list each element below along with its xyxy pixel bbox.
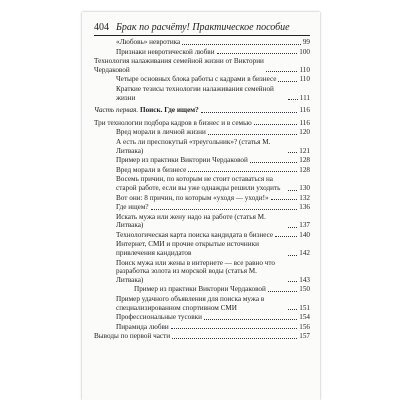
toc-dot-leader — [172, 338, 297, 339]
toc-entry-title: Интернет, СМИ и прочие открытые источники привлечения кандидатов — [116, 240, 259, 258]
toc-entry-title: Пример из практики Виктории Чердаковой — [134, 285, 266, 294]
toc-entry-title: Признаки невротической любви — [116, 47, 215, 56]
toc-dot-leader — [217, 53, 298, 54]
running-header — [94, 21, 310, 35]
toc-page-number: 137 — [299, 221, 310, 230]
toc-dot-leader — [151, 209, 298, 210]
toc-page-number: 151 — [299, 303, 310, 312]
toc-page-number: 111 — [299, 93, 310, 102]
toc-dot-leader — [288, 255, 297, 256]
header-rule — [94, 35, 310, 36]
toc-entry — [94, 295, 310, 312]
toc-entry-title: «Любовь» невротика — [116, 38, 181, 46]
toc-entry — [94, 175, 310, 192]
toc-entry-title: А есть ли преспокутый «треугольник»? (статья М. Литвака) — [116, 137, 271, 155]
toc-entry — [94, 38, 310, 47]
toc-entry — [94, 203, 310, 212]
toc-entry — [94, 128, 310, 137]
toc-page-number: 132 — [299, 193, 310, 202]
toc-dot-leader — [182, 44, 301, 45]
toc-page-number: 130 — [299, 183, 310, 192]
toc-entry-title: Пример из практики Виктории Чердаковой — [116, 156, 248, 165]
toc-page-number: 150 — [299, 285, 310, 294]
toc-entry — [94, 231, 310, 240]
toc-dot-leader — [271, 199, 298, 200]
toc-dot-leader — [288, 309, 297, 310]
toc-dot-leader — [288, 190, 297, 191]
toc-entry-title: Четыре основных блока работы с кадрами в бизнесе — [116, 75, 277, 84]
toc-entry-title: Пример удачного объявления для поиска мужа в специализированном спортивном СМИ — [116, 295, 265, 312]
toc-dot-leader — [275, 236, 297, 237]
toc-dot-leader — [254, 124, 298, 125]
toc-dot-leader — [288, 99, 298, 100]
toc-entry — [94, 332, 310, 341]
toc-entry-title: Искать мужа или жену надо на работе (статья М. Литвака) — [116, 212, 266, 230]
toc-entry — [94, 194, 310, 203]
toc-page-number: 154 — [299, 313, 310, 322]
page-number: 404 — [94, 22, 109, 33]
toc-page-number: 156 — [299, 322, 310, 331]
toc-page-number: 110 — [299, 65, 310, 74]
toc-entry-title: Вот они: 8 причин, по которым «уходя — уходи!» — [116, 193, 269, 202]
toc-entry — [94, 48, 310, 57]
toc-page-number: 142 — [299, 249, 310, 258]
toc-entry — [94, 75, 310, 84]
toc-entry — [94, 259, 310, 285]
table-of-contents — [94, 38, 310, 342]
toc-entry — [94, 240, 310, 257]
toc-dot-leader — [208, 134, 297, 135]
toc-dot-leader — [250, 162, 297, 163]
toc-page-number: 136 — [299, 203, 310, 212]
toc-dot-leader — [268, 291, 297, 292]
toc-dot-leader — [201, 112, 298, 113]
toc-entry-title: Технологическая карта поиска кандидата в бизнесе — [116, 230, 274, 239]
toc-entry — [94, 138, 310, 155]
toc-entry-title: Восемь причин, по которым не стоит оставаться на старой работе, если вы уже однажды решили уходить — [116, 175, 281, 192]
toc-page-number: 120 — [299, 128, 310, 137]
toc-entry-title: Пирамида любви — [116, 322, 169, 331]
toc-dot-leader — [266, 71, 297, 72]
toc-dot-leader — [288, 281, 297, 282]
toc-page-number: 116 — [299, 118, 310, 127]
toc-dot-leader — [204, 319, 297, 320]
toc-entry-title: Профессиональные тусовки — [116, 313, 203, 322]
running-title: Брак по расчёту! Практическое пособие — [116, 22, 290, 33]
toc-entry — [94, 106, 310, 115]
toc-page-number: 128 — [299, 165, 310, 174]
toc-entry — [94, 57, 310, 74]
toc-entry-title: Выводы по первой части — [94, 332, 171, 341]
toc-entry — [94, 156, 310, 165]
toc-entry-title: Краткие тезисы технологии налаживания семейной жизни — [116, 84, 274, 102]
toc-page-number: 100 — [299, 47, 310, 56]
toc-entry-title: Где ищем? — [116, 203, 149, 212]
toc-page-number: 128 — [299, 156, 310, 165]
toc-dot-leader — [288, 152, 297, 153]
toc-dot-leader — [171, 328, 298, 329]
toc-page-number: 116 — [299, 106, 310, 115]
toc-entry — [94, 166, 310, 175]
toc-dot-leader — [288, 227, 297, 228]
toc-entry-title: Три технологии подбора кадров в бизнес и в семью — [94, 118, 252, 127]
toc-entry — [94, 85, 310, 102]
toc-entry-title: Технология налаживания семейной жизни от Виктории Чердаковой — [94, 57, 264, 74]
toc-entry-title: Поиск мужа или жены в интернете — все равно что разработка золота из морской воды (статья М. Литвака) — [116, 258, 275, 284]
toc-entry-title: Часть первая. Поиск. Где ищем? — [94, 106, 199, 115]
toc-entry — [94, 213, 310, 230]
toc-page-number: 121 — [299, 146, 310, 155]
toc-page-number: 99 — [302, 38, 310, 46]
toc-page-number: 140 — [299, 230, 310, 239]
toc-entry — [94, 313, 310, 322]
toc-dot-leader — [188, 171, 297, 172]
toc-page-number: 110 — [299, 75, 310, 84]
toc-entry-title: Вред морали в личной жизни — [116, 128, 206, 137]
book-page — [82, 12, 320, 400]
toc-entry — [94, 323, 310, 332]
toc-entry — [94, 119, 310, 128]
toc-page-number: 143 — [299, 275, 310, 284]
toc-entry — [94, 285, 310, 294]
toc-page-number: 157 — [299, 332, 310, 341]
toc-dot-leader — [278, 81, 297, 82]
toc-entry-title: Вред морали в бизнесе — [116, 165, 187, 174]
